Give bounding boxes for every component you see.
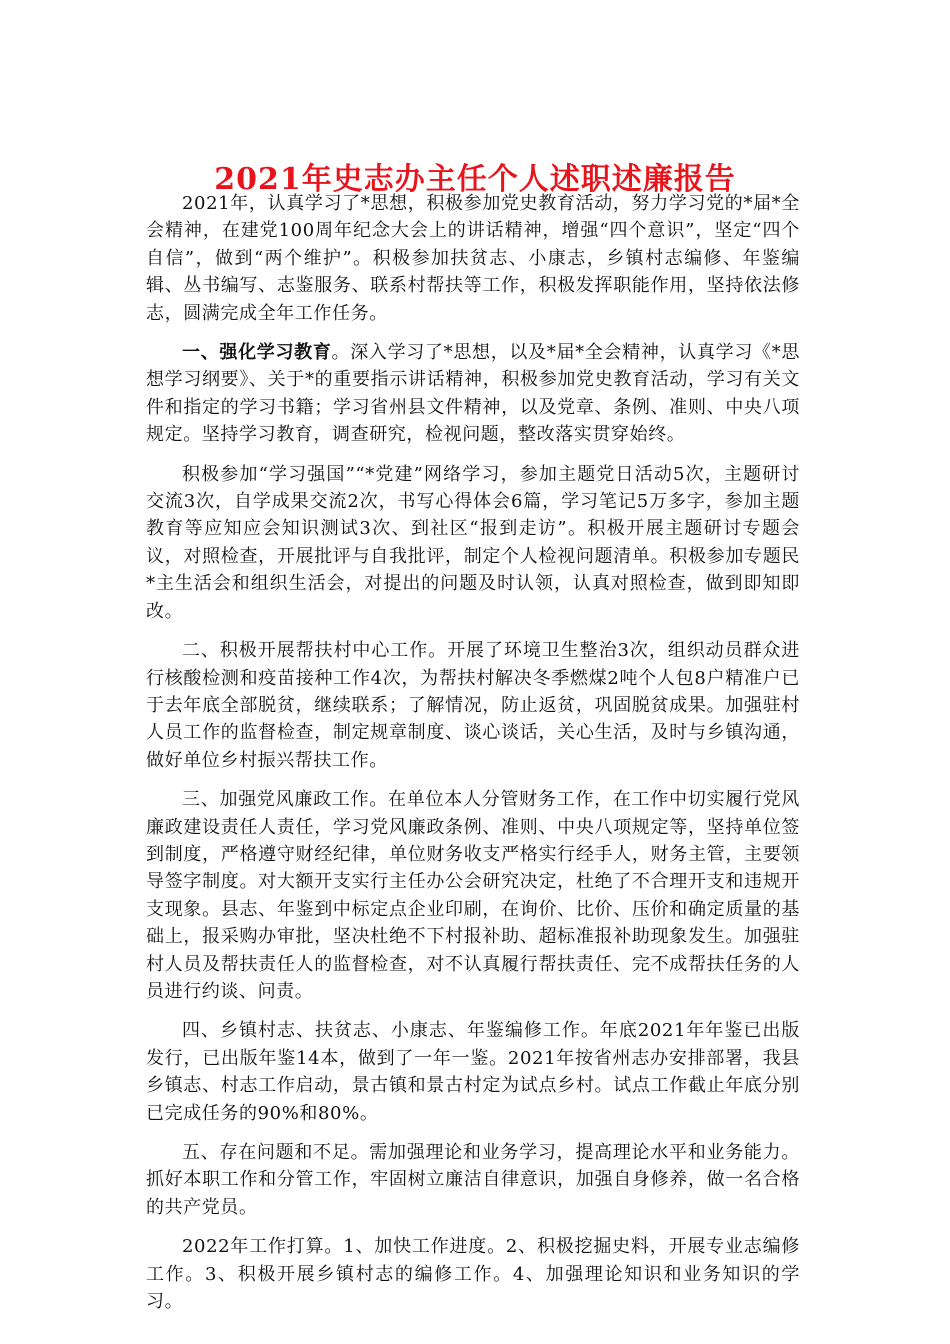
paragraph-integrity-work [146,786,800,1005]
paragraph-text: 二、积极开展帮扶村中心工作。开展了环境卫生整治3次，组织动员群众进行核酸检测和疫苗接种工作4次，为帮扶村解决冬季燃煤2吨个人包8户精准户已于去年底全部脱贫，继续联系；了解情况，防止返贫，巩固脱贫成果。加强驻村人员工作的监督检查，制定规章制度、谈心谈话，关心生活，及时与乡镇沟通，做好单位乡村振兴帮扶工作。 [146,640,800,771]
paragraph-study-education [146,339,800,449]
paragraph-text: 2021年，认真学习了*思想，积极参加党史教育活动，努力学习党的*届*全会精神，在建党100周年纪念大会上的讲话精神，增强“四个意识”，坚定“四个自信”，做到“两个维护”。积极参加扶贫志、小康志，乡镇村志编修、年鉴编辑、丛书编写、志鉴服务、联系村帮扶等工作，积极发挥职能作用，坚持依法修志，圆满完成全年工作任务。 [146,193,800,324]
paragraph-2022-plan [146,1233,800,1315]
paragraph-text: 积极参加“学习强国”“*党建”网络学习，参加主题党日活动5次，主题研讨交流3次，自学成果交流2次，书写心得体会6篇，学习笔记5万多字，参加主题教育等应知应会知识测试3次、到社区“报到走访”。积极开展主题研讨专题会议，对照检查，开展批评与自我批评，制定个人检视问题清单。积极参加专题民*主生活会和组织生活会，对提出的问题及时认领，认真对照检查，做到即知即改。 [146,463,800,622]
paragraph-village-assistance [146,637,800,774]
section-heading: 一、强化学习教育 [182,342,332,364]
paragraph-text: 四、乡镇村志、扶贫志、小康志、年鉴编修工作。年底2021年年鉴已出版发行，已出版年鉴14本，做到了一年一鉴。2021年按省州志办安排部署，我县乡镇志、村志工作启动，景古镇和景古村定为试点乡村。试点工作截止年底分别已完成任务的90%和80%。 [146,1020,800,1124]
paragraph-text: 五、存在问题和不足。需加强理论和业务学习，提高理论水平和业务能力。抓好本职工作和分管工作，牢固树立廉洁自律意识，加强自身修养，做一名合格的共产党员。 [146,1142,800,1218]
paragraph-text: 三、加强党风廉政工作。在单位本人分管财务工作，在工作中切实履行党风廉政建设责任人责任，学习党风廉政条例、准则、中央八项规定等，坚持单位签到制度，严格遵守财经纪律，单位财务收支严格实行经手人，财务主管，主要领导签字制度。对大额开支实行主任办公会研究决定，杜绝了不合理开支和违规开支现象。县志、年鉴到中标定点企业印刷，在询价、比价、压价和确定质量的基础上，报采购办审批，坚决杜绝不下村报补助、超标准报补助现象发生。加强驻村人员及帮扶责任人的监督检查，对不认真履行帮扶责任、完不成帮扶任务的人员进行约谈、问责。 [146,789,800,1002]
paragraph-chronicle-compilation [146,1017,800,1127]
paragraph-text: 。深入学习了*思想，以及*届*全会精神，认真学习《*思想学习纲要》、关于*的重要指示讲话精神，积极参加党史教育活动，学习有关文件和指定的学习书籍；学习省州县文件精神，以及党章、条例、准则、中央八项规定。坚持学习教育，调查研究，检视问题，整改落实贯穿始终。 [146,342,800,446]
paragraph-online-learning [146,461,800,625]
paragraph-text: 2022年工作打算。1、加快工作进度。2、积极挖掘史料，开展专业志编修工作。3、积极开展乡镇村志的编修工作。4、加强理论知识和业务知识的学习。 [146,1236,800,1313]
document-title: 2021年史志办主任个人述职述廉报告 [214,162,736,198]
document-body [146,190,800,1315]
paragraph-intro [146,190,800,327]
paragraph-problems [146,1139,800,1221]
